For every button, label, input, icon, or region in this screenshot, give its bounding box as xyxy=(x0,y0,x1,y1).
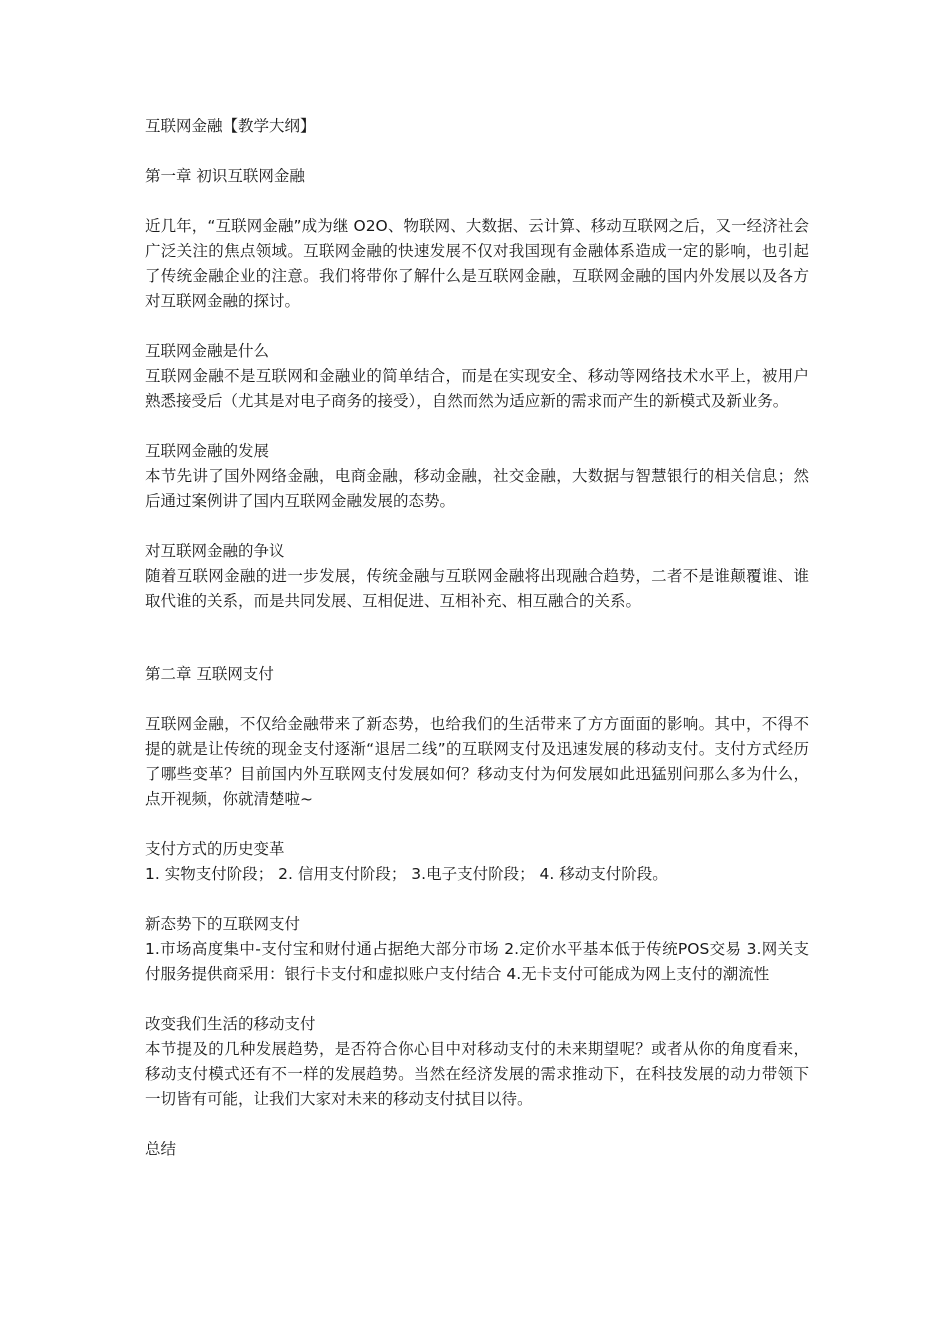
section-heading: 对互联网金融的争议 xyxy=(145,542,285,560)
chapter-2-intro: 互联网金融，不仅给金融带来了新态势，也给我们的生活带来了方方面面的影响。其中，不得不提的就是让传统的现金支付逐渐“退居二线”的互联网支付及迅速发展的移动支付。支付方式经历了哪些变革？目前国内外互联网支付发展如何？移动支付为何发展如此迅猛别问那么多为什么，点开视频，你就清楚啦~ xyxy=(145,715,809,808)
section-heading: 支付方式的历史变革 xyxy=(145,840,285,858)
chapter-1-intro: 近几年，“互联网金融”成为继 O2O、物联网、大数据、云计算、移动互联网之后，又一经济社会广泛关注的焦点领域。互联网金融的快速发展不仅对我国现有金融体系造成一定的影响，也引起了传统金融企业的注意。我们将带你了解什么是互联网金融，互联网金融的国内外发展以及各方对互联网金融的探讨。 xyxy=(145,217,809,310)
section-body: 1.市场高度集中-支付宝和财付通占据绝大部分市场 2.定价水平基本低于传统POS交易 3.网关支付服务提供商采用：银行卡支付和虚拟账户支付结合 4.无卡支付可能成为网上支付的潮流性 xyxy=(145,940,809,983)
chapter-1-title: 第一章 初识互联网金融 xyxy=(145,167,305,185)
section-body: 本节先讲了国外网络金融，电商金融，移动金融，社交金融，大数据与智慧银行的相关信息；然后通过案例讲了国内互联网金融发展的态势。 xyxy=(145,467,809,510)
chapter-2-title: 第二章 互联网支付 xyxy=(145,665,274,683)
section-body: 1. 实物支付阶段； 2. 信用支付阶段； 3.电子支付阶段； 4. 移动支付阶段。 xyxy=(145,865,668,883)
section-body: 互联网金融不是互联网和金融业的简单结合，而是在实现安全、移动等网络技术水平上，被用户熟悉接受后（尤其是对电子商务的接受），自然而然为适应新的需求而产生的新模式及新业务。 xyxy=(145,367,809,410)
section-body: 本节提及的几种发展趋势，是否符合你心目中对移动支付的未来期望呢？或者从你的角度看来，移动支付模式还有不一样的发展趋势。当然在经济发展的需求推动下，在科技发展的动力带领下一切皆有可能，让我们大家对未来的移动支付拭目以待。 xyxy=(145,1040,809,1108)
section-heading: 改变我们生活的移动支付 xyxy=(145,1015,316,1033)
section-body: 随着互联网金融的进一步发展，传统金融与互联网金融将出现融合趋势，二者不是谁颠覆谁、谁取代谁的关系，而是共同发展、互相促进、互相补充、相互融合的关系。 xyxy=(145,567,809,610)
summary-heading: 总结 xyxy=(145,1140,177,1158)
document-body xyxy=(145,114,809,1162)
section-heading: 互联网金融的发展 xyxy=(145,442,270,460)
document-title: 互联网金融【教学大纲】 xyxy=(145,117,316,135)
section-heading: 新态势下的互联网支付 xyxy=(145,915,301,933)
section-heading: 互联网金融是什么 xyxy=(145,342,270,360)
